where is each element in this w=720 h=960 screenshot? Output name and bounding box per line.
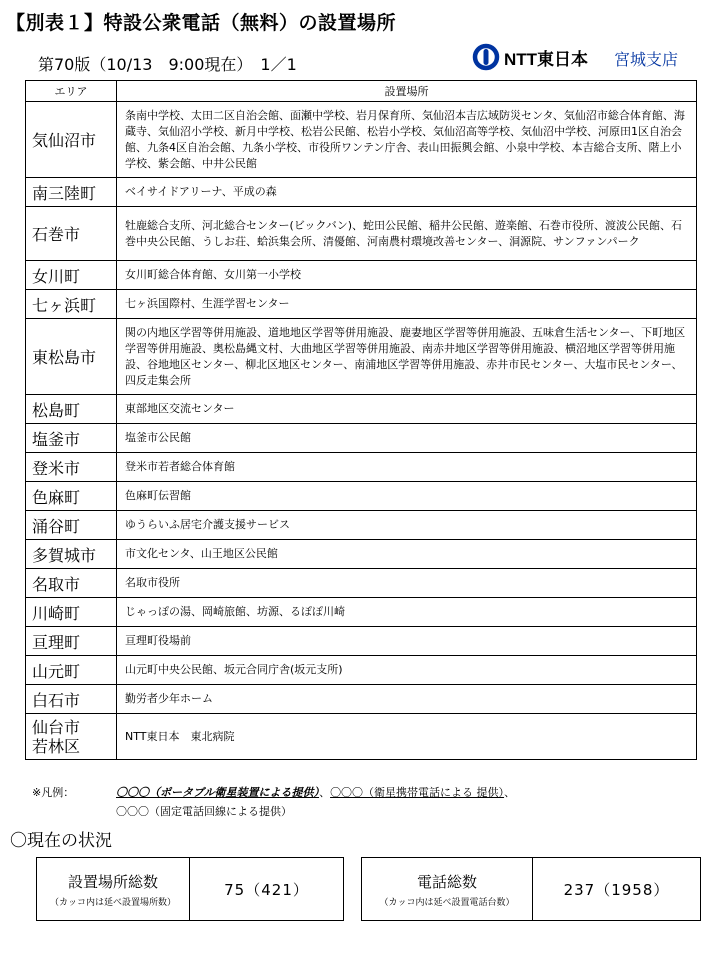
places-cell: じゃっぽの湯、岡崎旅館、坊源、るぽぽ川崎 — [117, 598, 697, 627]
area-cell: 気仙沼市 — [26, 102, 117, 178]
table-row — [26, 207, 697, 261]
legend — [32, 783, 515, 821]
table-row — [26, 395, 697, 424]
table-row — [26, 627, 697, 656]
places-cell: 牡鹿総合支所、河北総合センター(ビックバン)、蛇田公民館、稲井公民館、遊楽館、石巻市役所、渡波公民館、石巻中央公民館、うしお荘、蛤浜集会所、清優館、河南農村環境改善センター、洞源院、サンファンパーク — [117, 207, 697, 261]
table-row — [26, 424, 697, 453]
phone-total-value: 237（1958） — [563, 880, 670, 899]
area-cell: 松島町 — [26, 395, 117, 424]
area-cell: 多賀城市 — [26, 540, 117, 569]
ntt-logo-icon — [472, 43, 500, 71]
location-total-label: 設置場所総数 — [67, 872, 158, 891]
location-total-value: 75（421） — [224, 880, 309, 899]
places-cell: 勤労者少年ホーム — [117, 685, 697, 714]
places-cell: NTT東日本 東北病院 — [117, 714, 697, 760]
table-header-row — [26, 81, 697, 102]
places-cell: 塩釜市公民館 — [117, 424, 697, 453]
area-cell: 東松島市 — [26, 319, 117, 395]
legend-satellite-phone: 〇〇〇（衛星携帯電話による 提供） — [330, 786, 505, 799]
places-cell: 東部地区交流センター — [117, 395, 697, 424]
places-cell: ベイサイドアリーナ、平成の森 — [117, 178, 697, 207]
legend-portable-satellite: 〇〇〇（ポータブル衛星装置による提供） — [116, 786, 320, 799]
area-cell: 色麻町 — [26, 482, 117, 511]
places-cell: 七ヶ浜国際村、生涯学習センター — [117, 290, 697, 319]
area-cell: 登米市 — [26, 453, 117, 482]
table-row — [26, 569, 697, 598]
area-cell: 石巻市 — [26, 207, 117, 261]
area-cell: 川崎町 — [26, 598, 117, 627]
location-total-sub: （カッコ内は延べ設置場所数） — [50, 897, 176, 908]
logo-text: NTT東日本 — [504, 49, 589, 69]
area-cell: 塩釜市 — [26, 424, 117, 453]
table-row — [26, 453, 697, 482]
area-cell: 白石市 — [26, 685, 117, 714]
table-row — [26, 178, 697, 207]
table-row — [26, 290, 697, 319]
places-cell: 色麻町伝習館 — [117, 482, 697, 511]
phone-total-box — [361, 857, 701, 921]
places-cell: 女川町総合体育館、女川第一小学校 — [117, 261, 697, 290]
phone-total-label: 電話総数 — [416, 872, 477, 891]
table-row — [26, 685, 697, 714]
table-row — [26, 261, 697, 290]
area-cell: 涌谷町 — [26, 511, 117, 540]
table-row — [26, 511, 697, 540]
places-cell: 条南中学校、太田二区自治会館、面瀬中学校、岩月保育所、気仙沼本吉広域防災センタ、気仙沼市総合体育館、海蔵寺、気仙沼小学校、新月中学校、松岩公民館、松岩小学校、気仙沼高等学校、気仙沼中学校、河原田1区自治会館、九条4区自治会館、九条小学校、市役所ワンテン庁舎、表山田振興会館、小泉中学校、本吉総合支所、階上小学校、紫会館、中井公民館 — [117, 102, 697, 178]
legend-separator: 、 — [504, 786, 516, 799]
places-cell: ゆうらいふ居宅介護支援サービス — [117, 511, 697, 540]
places-cell: 亘理町役場前 — [117, 627, 697, 656]
legend-separator: 、 — [319, 786, 331, 799]
table-row — [26, 656, 697, 685]
places-cell: 山元町中央公民館、坂元合同庁舎(坂元支所) — [117, 656, 697, 685]
table-row — [26, 598, 697, 627]
area-cell: 仙台市 若林区 — [26, 714, 117, 760]
area-cell: 女川町 — [26, 261, 117, 290]
locations-table — [25, 80, 697, 760]
table-row — [26, 319, 697, 395]
legend-fixed-line: 〇〇〇（固定電話回線による提供） — [116, 805, 292, 818]
phone-total-label-cell — [362, 858, 533, 920]
area-cell: 名取市 — [26, 569, 117, 598]
location-total-box — [36, 857, 344, 921]
page-title: 【別表１】特設公衆電話（無料）の設置場所 — [6, 12, 397, 34]
table-row — [26, 102, 697, 178]
status-heading: 〇現在の状況 — [10, 831, 112, 851]
places-cell: 関の内地区学習等併用施設、道地地区学習等併用施設、鹿妻地区学習等併用施設、五味倉生活センター、下町地区学習等併用施設、奥松島縄文村、大曲地区学習等併用施設、南赤井地区学習等併用施設、横沼地区学習等併用施設、谷地地区センター、柳北区地区センター、南浦地区学習等併用施設、赤井市民センター、大塩市民センター、四反走集会所 — [117, 319, 697, 395]
places-cell: 市文化センタ、山王地区公民館 — [117, 540, 697, 569]
table-row — [26, 482, 697, 511]
header-area: エリア — [26, 81, 117, 102]
branch-name: 宮城支店 — [614, 50, 679, 69]
table-row — [26, 540, 697, 569]
header-places: 設置場所 — [117, 81, 697, 102]
edition-label: 第70版（10/13 9:00現在） 1／1 — [38, 55, 297, 74]
table-row — [26, 714, 697, 760]
places-cell: 登米市若者総合体育館 — [117, 453, 697, 482]
area-cell: 七ヶ浜町 — [26, 290, 117, 319]
area-cell: 山元町 — [26, 656, 117, 685]
area-cell: 亘理町 — [26, 627, 117, 656]
area-cell: 南三陸町 — [26, 178, 117, 207]
legend-lead: ※凡例： — [32, 786, 75, 799]
ntt-logo — [472, 43, 588, 71]
location-total-label-cell — [37, 858, 190, 920]
phone-total-sub: （カッコ内は延べ設置電話台数） — [379, 897, 515, 908]
places-cell: 名取市役所 — [117, 569, 697, 598]
